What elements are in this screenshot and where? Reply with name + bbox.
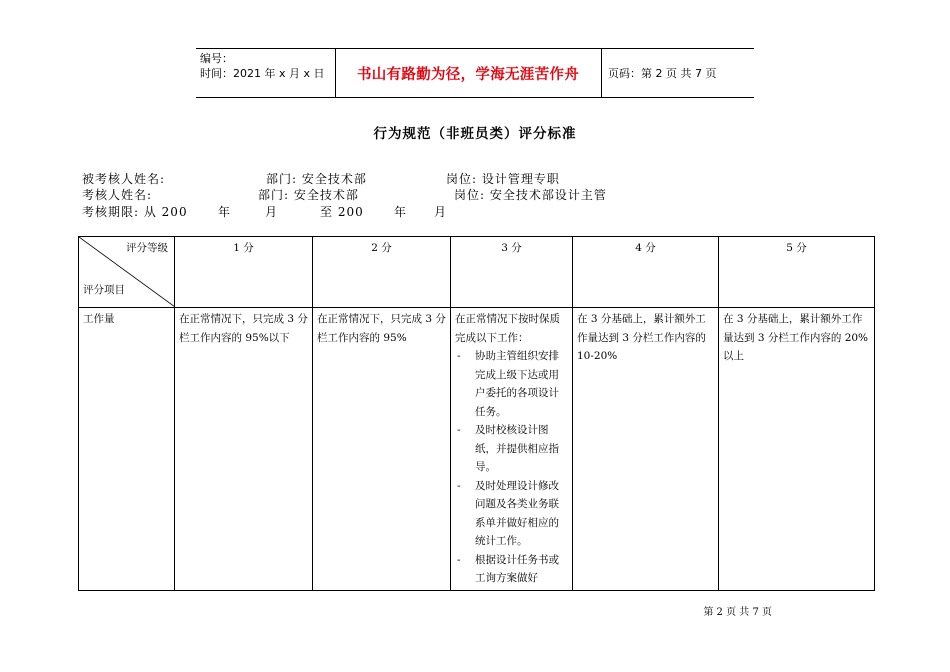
table-row <box>79 308 875 591</box>
period-month-1: 月 <box>265 205 279 219</box>
reviewer-position: 岗位: 安全技术部设计主管 <box>454 188 607 202</box>
reviewer-name-label: 考核人姓名: <box>82 188 153 202</box>
period-to: 至 200 <box>320 205 364 219</box>
header-divider <box>601 49 602 97</box>
page-header <box>196 48 754 98</box>
period-from: 考核期限: 从 200 <box>82 205 188 219</box>
table-header-row <box>79 237 875 308</box>
period-year-1: 年 <box>218 205 232 219</box>
document-number: 编号： <box>200 52 233 65</box>
score-4-criteria: 在 3 分基础上，累计额外工作量达到 3 分栏工作内容的 10-20% <box>573 308 719 591</box>
reviewee-position: 岗位: 设计管理专职 <box>446 172 560 186</box>
header-page-code: 页码：第 2 页 共 7 页 <box>608 67 717 80</box>
score-3-criteria <box>451 308 573 591</box>
table-corner-cell <box>79 237 175 308</box>
level-header-4: 4 分 <box>573 237 719 308</box>
scoring-table <box>78 236 875 591</box>
period-month-2: 月 <box>434 205 448 219</box>
score-2-criteria: 在正常情况下，只完成 3 分栏工作内容的 95% <box>313 308 451 591</box>
document-date: 时间：2021 年 x 月 x 日 <box>200 67 325 80</box>
score-3-list <box>455 347 568 588</box>
score-3-intro: 在正常情况下按时保质完成以下工作： <box>455 313 560 344</box>
score-5-criteria: 在 3 分基础上，累计额外工作量达到 3 分栏工作内容的 20%以上 <box>719 308 875 591</box>
reviewee-department: 部门: 安全技术部 <box>266 172 367 186</box>
header-left <box>200 51 325 81</box>
list-item: - 及时处理设计修改问题及各类业务联系单并做好相应的统计工作。 <box>455 477 568 551</box>
list-item: - 及时校核设计图纸，并提供相应指导。 <box>455 421 568 477</box>
reviewer-department: 部门: 安全技术部 <box>258 188 359 202</box>
list-item: - 根据设计任务书或工询方案做好 <box>455 551 568 588</box>
list-item: - 协助主管组织安排完成上级下达或用户委托的各项设计任务。 <box>455 347 568 421</box>
level-header-2: 2 分 <box>313 237 451 308</box>
score-1-criteria: 在正常情况下，只完成 3 分栏工作内容的 95%以下 <box>175 308 313 591</box>
level-header-1: 1 分 <box>175 237 313 308</box>
level-header-5: 5 分 <box>719 237 875 308</box>
score-level-label: 评分等级 <box>126 242 168 254</box>
level-header-3: 3 分 <box>451 237 573 308</box>
page-footer: 第 2 页 共 7 页 <box>703 607 772 618</box>
period-year-2: 年 <box>394 205 408 219</box>
document-title: 行为规范（非班员类）评分标准 <box>373 126 577 142</box>
reviewee-name-label: 被考核人姓名: <box>82 172 166 186</box>
score-item-label: 评分项目 <box>83 283 125 296</box>
header-motto: 书山有路勤为径，学海无涯苦作舟 <box>357 66 579 83</box>
item-workload: 工作量 <box>79 308 175 591</box>
